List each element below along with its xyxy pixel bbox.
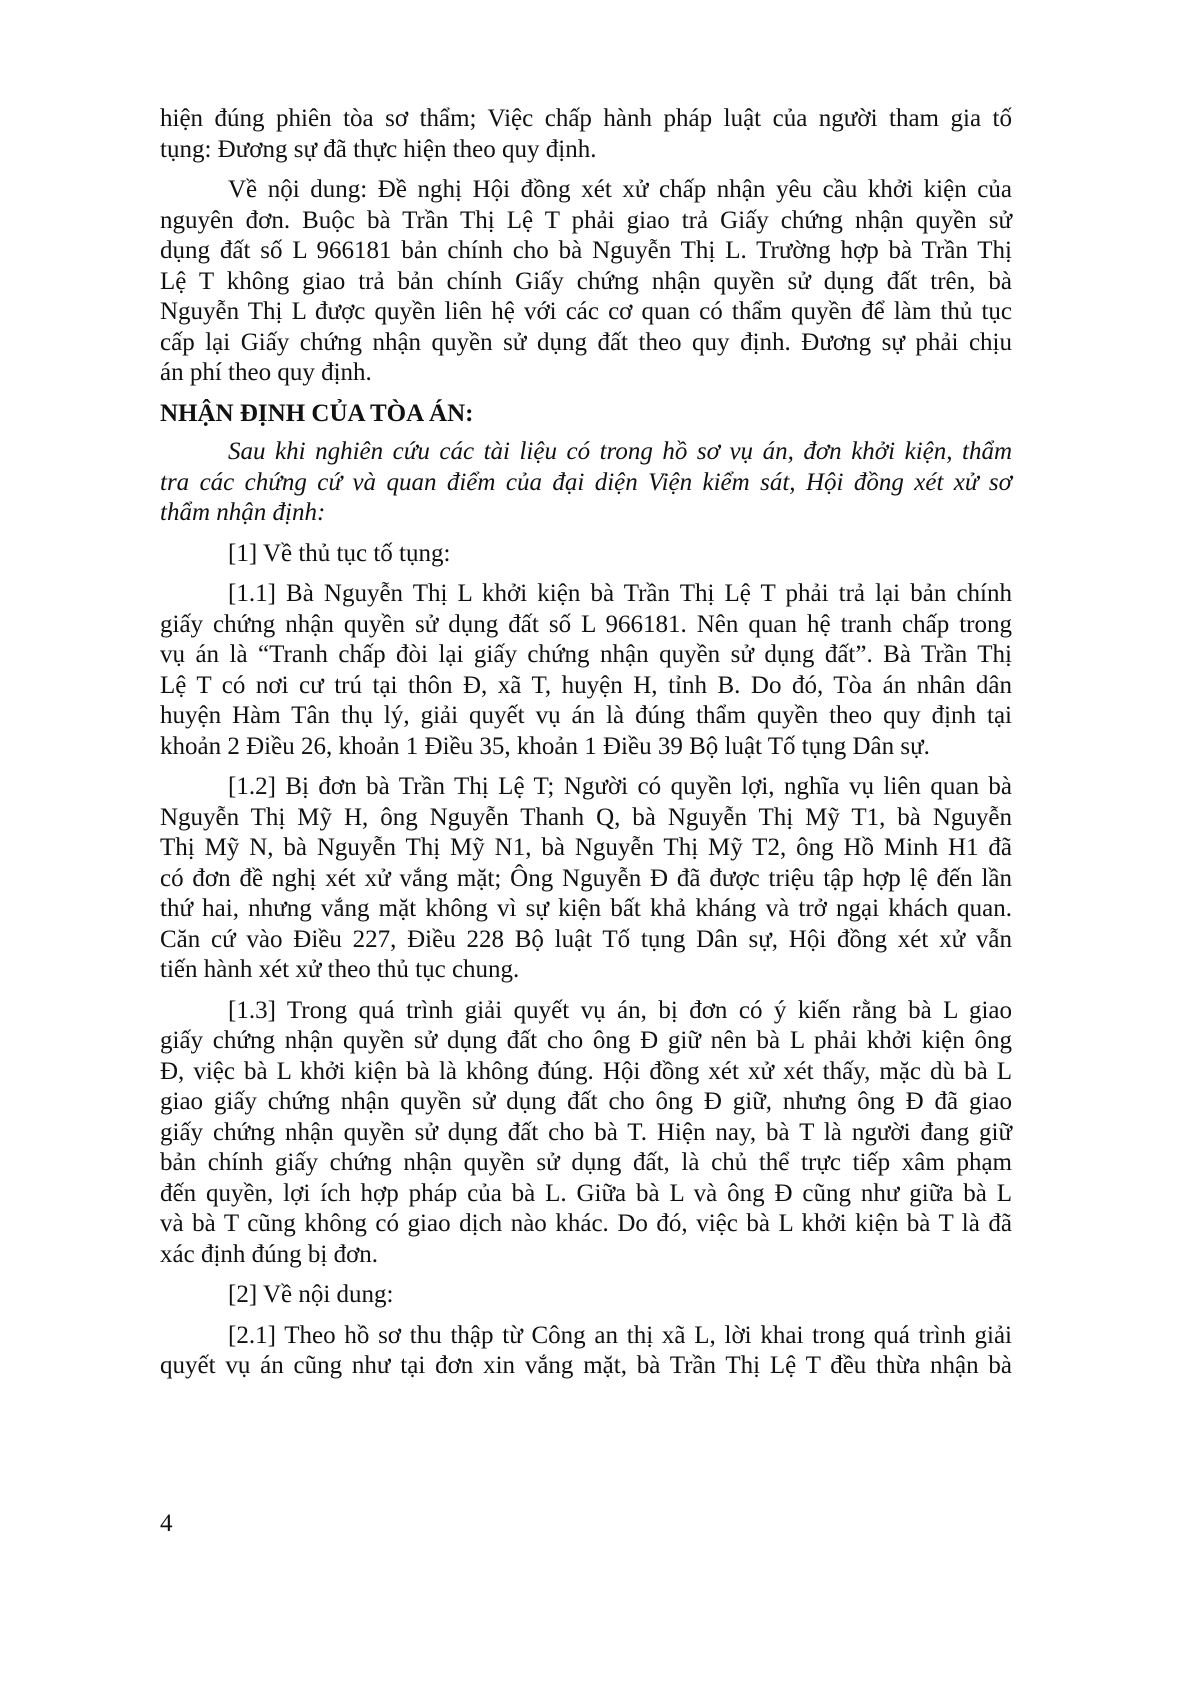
text-line: án phí theo quy định.: [160, 359, 372, 386]
text-line: [1.3] Trong quá trình giải quyết vụ án, bị đơn có ý kiến rằng bà L giao: [228, 996, 1012, 1024]
text-line: đến quyền, lợi ích hợp pháp của bà L. Giữa bà L và ông Đ cũng như giữa bà L: [160, 1179, 1012, 1207]
text-line: Đ, việc bà L khởi kiện bà là không đúng. Hội đồng xét xử xét thấy, mặc dù bà L: [160, 1057, 1012, 1085]
text-line: Căn cứ vào Điều 227, Điều 228 Bộ luật Tố tụng Dân sự, Hội đồng xét xử vẫn: [160, 925, 1012, 953]
text-line: giấy chứng nhận quyền sử dụng đất số L 966181. Nên quan hệ tranh chấp trong: [160, 610, 1012, 638]
text-line: tra các chứng cứ và quan điểm của đại diện Viện kiểm sát, Hội đồng xét xử sơ: [160, 468, 1012, 496]
text-line: tiến hành xét xử theo thủ tục chung.: [160, 956, 520, 983]
paragraph-1-2: [160, 772, 1012, 986]
text-line: nguyên đơn. Buộc bà Trần Thị Lệ T phải giao trả Giấy chứng nhận quyền sử: [160, 206, 1012, 234]
text-line: vụ án là “Tranh chấp đòi lại giấy chứng nhận quyền sử dụng đất”. Bà Trần Thị: [160, 641, 1012, 668]
subheading-content: [160, 1280, 1012, 1311]
text-line: Nguyễn Thị Mỹ H, ông Nguyễn Thanh Q, bà Nguyễn Thị Mỹ T1, bà Nguyễn: [160, 803, 1012, 831]
paragraph-content-proposal: [160, 175, 1012, 389]
text-line: Về nội dung: Đề nghị Hội đồng xét xử chấp nhận yêu cầu khởi kiện của: [228, 176, 1012, 203]
text-line: thứ hai, nhưng vắng mặt không vì sự kiện bất khả kháng và trở ngại khách quan.: [160, 895, 1012, 922]
text-line: Sau khi nghiên cứu các tài liệu có trong hồ sơ vụ án, đơn khởi kiện, thẩm: [228, 438, 1012, 465]
text-line: Lệ T không giao trả bản chính Giấy chứng nhận quyền sử dụng đất trên, bà: [160, 267, 1012, 295]
paragraph-1-1: [160, 579, 1012, 762]
document-page: [160, 104, 1012, 1392]
text-line: tụng: Đương sự đã thực hiện theo quy định.: [160, 135, 597, 163]
text-line: Nguyễn Thị L được quyền liên hệ với các cơ quan có thẩm quyền để làm thủ tục: [160, 298, 1012, 325]
text-line: giao giấy chứng nhận quyền sử dụng đất cho ông Đ giữ, nhưng ông Đ đã giao: [160, 1088, 1012, 1115]
paragraph-procedure-end: [160, 104, 1012, 165]
text-line: [2] Về nội dung:: [228, 1281, 394, 1308]
text-line: Lệ T có nơi cư trú tại thôn Đ, xã T, huyện H, tỉnh B. Do đó, Tòa án nhân dân: [160, 671, 1012, 699]
text-line: [2.1] Theo hồ sơ thu thập từ Công an thị xã L, lời khai trong quá trình giải: [228, 1321, 1012, 1349]
paragraph-intro-italic: [160, 437, 1012, 529]
text-line: dụng đất số L 966181 bản chính cho bà Nguyễn Thị L. Trường hợp bà Trần Thị: [160, 237, 1012, 264]
text-line: và bà T cũng không có giao dịch nào khác. Do đó, việc bà L khởi kiện bà T là đã: [160, 1210, 1012, 1237]
section-heading: NHẬN ĐỊNH CỦA TÒA ÁN:: [160, 399, 474, 427]
text-line: giấy chứng nhận quyền sử dụng đất cho ông Đ giữ nên bà L phải khởi kiện ông: [160, 1027, 1012, 1054]
text-line: bản chính giấy chứng nhận quyền sử dụng đất, là chủ thể trực tiếp xâm phạm: [160, 1149, 1012, 1176]
text-line: Thị Mỹ N, bà Nguyễn Thị Mỹ N1, bà Nguyễn Thị Mỹ T2, ông Hồ Minh H1 đã: [160, 834, 1012, 861]
text-line: [1] Về thủ tục tố tụng:: [228, 539, 451, 567]
text-line: [1.2] Bị đơn bà Trần Thị Lệ T; Người có quyền lợi, nghĩa vụ liên quan bà: [228, 773, 1012, 800]
text-line: giấy chứng nhận quyền sử dụng đất cho bà T. Hiện nay, bà T là người đang giữ: [160, 1118, 1012, 1146]
text-line: có đơn đề nghị xét xử vắng mặt; Ông Nguyễn Đ đã được triệu tập hợp lệ đến lần: [160, 864, 1012, 892]
text-line: xác định đúng bị đơn.: [160, 1240, 379, 1268]
text-line: hiện đúng phiên tòa sơ thẩm; Việc chấp hành pháp luật của người tham gia tố: [160, 105, 1012, 132]
paragraph-1-3: [160, 996, 1012, 1271]
subheading-procedure: [160, 539, 1012, 570]
page-number: 4: [160, 1510, 173, 1537]
text-line: quyết vụ án cũng như tại đơn xin vắng mặt, bà Trần Thị Lệ T đều thừa nhận bà: [160, 1352, 1012, 1379]
text-line: khoản 2 Điều 26, khoản 1 Điều 35, khoản 1 Điều 39 Bộ luật Tố tụng Dân sự.: [160, 732, 930, 760]
paragraph-2-1: [160, 1321, 1012, 1382]
text-line: huyện Hàm Tân thụ lý, giải quyết vụ án là đúng thẩm quyền theo quy định tại: [160, 702, 1012, 729]
text-line: [1.1] Bà Nguyễn Thị L khởi kiện bà Trần Thị Lệ T phải trả lại bản chính: [228, 580, 1012, 607]
text-line: cấp lại Giấy chứng nhận quyền sử dụng đất theo quy định. Đương sự phải chịu: [160, 328, 1012, 356]
text-line: thẩm nhận định:: [160, 499, 326, 526]
